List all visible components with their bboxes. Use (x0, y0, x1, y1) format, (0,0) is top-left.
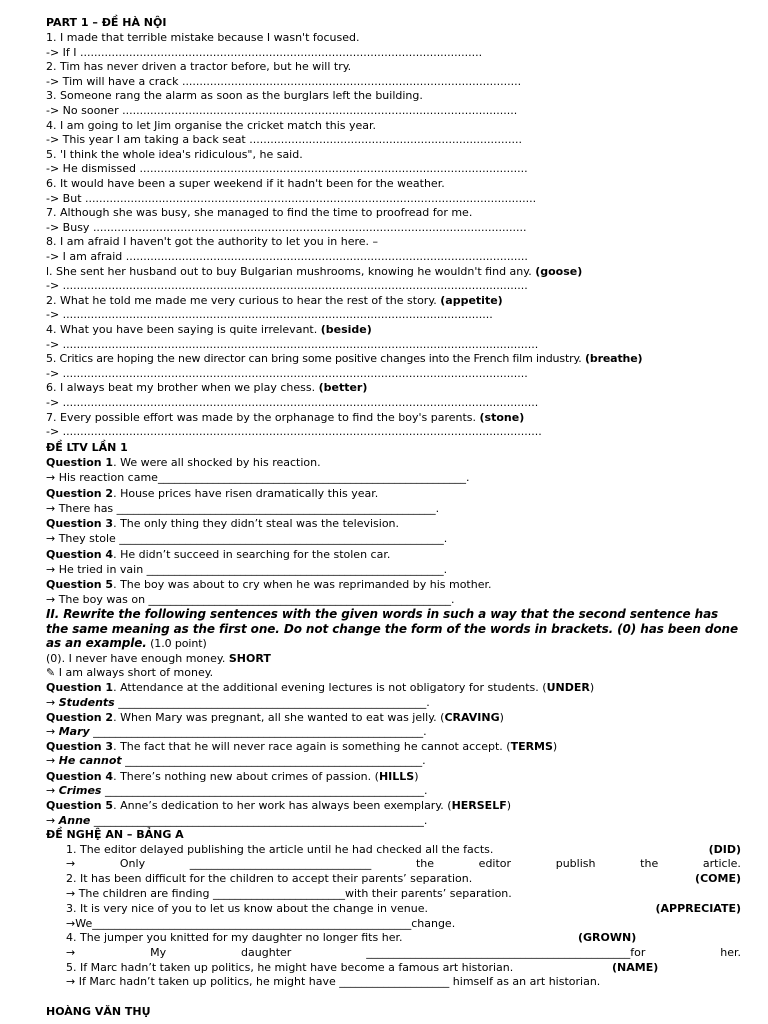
given-word: (APPRECIATE) (655, 902, 741, 915)
given-word: HERSELF (451, 799, 507, 812)
nghean-heading: ĐỀ NGHỆ AN – BẢNG A (46, 828, 184, 841)
question-text: . Attendance at the additional evening lectures is not obligatory for students. ( (113, 681, 547, 694)
item-text: 4. What you have been saying is quite irrelevant. (46, 323, 321, 336)
item-text: 7. Every possible effort was made by the orphanage to find the boy's parents. (46, 410, 480, 424)
answer-line (46, 696, 430, 711)
part1-item (46, 352, 642, 367)
arrow: → (46, 725, 59, 738)
arrow: → (46, 814, 59, 827)
part1-line: -> Busy ............................................................................................................................ (46, 220, 527, 234)
item-text: 5. Critics are hoping the new director can bring some positive changes into the French film industry. (46, 352, 585, 366)
arrow: → (66, 857, 76, 870)
answer-word: editor (478, 857, 512, 870)
footer-name: HOÀNG VĂN THỤ (46, 1005, 151, 1018)
answer-word: article. (702, 857, 741, 870)
given-word: HILLS (378, 770, 415, 783)
answer-start: Students (58, 696, 115, 709)
question-text: . When Mary was pregnant, all she wanted to eat was jelly. ( (113, 711, 445, 724)
answer-blank: __________________________________________________________. (101, 784, 428, 797)
part1-line: -> Tim will have a crack ................................................................................................. (46, 74, 522, 88)
question-text: . He didn’t succeed in searching for the stolen car. (113, 548, 391, 561)
part1-line: -> But ................................................................................................................................. (46, 191, 537, 205)
given-word: (beside) (320, 323, 372, 336)
part1-line: 8. I am afraid I haven't got the authority to let you in here. – (46, 235, 379, 249)
question-label: Question 3 (46, 517, 114, 530)
answer-line (46, 784, 427, 799)
part1-item (46, 294, 503, 309)
given-word: (NAME) (612, 961, 659, 974)
part1-line: -> This year I am taking a back seat .............................................................................. (46, 133, 522, 147)
section2-question (46, 770, 419, 785)
given-word: TERMS (510, 740, 553, 753)
question-text: 2. It has been difficult for the children to accept their parents’ separation. (66, 872, 473, 885)
ltv-question (46, 456, 321, 471)
answer-line: -> ......................................................................................................................................... (46, 425, 542, 439)
nghean-answer-3: →We__________________________________________________________change. (66, 917, 456, 930)
answer-line: -> ........................................................................................................................................ (46, 396, 539, 409)
item-text: 6. I always beat my brother when we play chess. (46, 381, 319, 395)
answer-line: → His reaction came________________________________________________________. (46, 471, 470, 484)
part1-line: 6. It would have been a super weekend if it hadn't been for the weather. (46, 177, 445, 190)
answer-word: her. (720, 946, 741, 959)
answer-start: Mary (58, 725, 90, 738)
question-label: Question 4 (46, 770, 114, 783)
nghean-question-1 (66, 843, 741, 858)
answer-word: daughter (241, 946, 292, 959)
nghean-answer-5: → If Marc hadn’t taken up politics, he might have ____________________ himself as an art historian. (66, 975, 601, 988)
nghean-question-2 (66, 872, 741, 887)
part1-line: 1. I made that terrible mistake because I wasn't focused. (46, 31, 360, 44)
answer-word: My (150, 946, 167, 959)
answer-line: -> ........................................................................................................................... (46, 308, 493, 322)
nghean-answer-4 (66, 946, 741, 961)
part1-line: -> No sooner ................................................................................................................. (46, 104, 518, 117)
arrow: → (46, 784, 59, 797)
part1-heading: PART 1 – ĐỀ HÀ NỘI (46, 16, 167, 29)
answer-blank: ________________________________________________________. (114, 696, 430, 709)
answer-line (46, 754, 426, 769)
question-text: . House prices have risen dramatically this year. (113, 487, 379, 500)
bracket: ) (589, 681, 595, 694)
part1-item (46, 265, 582, 280)
answer-line: -> ........................................................................................................................................ (46, 337, 539, 351)
ltv-question (46, 548, 390, 563)
part1-line: 7. Although she was busy, she managed to find the time to proofread for me. (46, 206, 473, 220)
question-label: Question 4 (46, 548, 114, 561)
section2-instruction (46, 607, 740, 652)
question-text: . Anne’s dedication to her work has always been exemplary. ( (113, 799, 452, 812)
question-label: Question 3 (46, 740, 114, 753)
given-word: (DID) (708, 843, 741, 856)
question-text: . The only thing they didn’t steal was the television. (113, 517, 400, 530)
answer-blank: ________________________________________________for (366, 946, 646, 959)
bracket: ) (499, 711, 504, 724)
question-label: Question 5 (46, 578, 114, 591)
given-word: CRAVING (444, 711, 500, 724)
section2-question (46, 799, 511, 814)
arrow: → (46, 754, 59, 767)
question-label: Question 1 (46, 456, 114, 469)
answer-line (46, 725, 427, 740)
part1-line: 5. 'I think the whole idea's ridiculous", he said. (46, 147, 303, 161)
answer-word: publish (555, 857, 596, 870)
part1-line: 3. Someone rang the alarm as soon as the burglars left the building. (46, 89, 423, 103)
item-text: l. She sent her husband out to buy Bulgarian mushrooms, knowing he wouldn't find any. (46, 264, 536, 278)
given-word: (better) (318, 381, 368, 395)
nghean-answer-2: → The children are finding ________________________with their parents’ separation. (66, 887, 512, 900)
points-text: (1.0 point) (146, 637, 207, 651)
bracket: ) (506, 799, 512, 812)
example-text: (0). I never have enough money. (46, 652, 229, 665)
ltv-question (46, 517, 399, 532)
answer-start: Crimes (58, 784, 102, 797)
nghean-question-3 (66, 902, 741, 917)
part1-line: -> He dismissed ............................................................................................................... (46, 162, 528, 176)
part1-line: 2. Tim has never driven a tractor before, but he will try. (46, 60, 352, 74)
question-label: Question 5 (46, 799, 114, 812)
answer-line: -> ..................................................................................................................................... (46, 366, 528, 380)
given-word: (stone) (479, 410, 525, 424)
answer-line: → There has __________________________________________________________. (46, 502, 440, 515)
section2-question (46, 681, 594, 696)
answer-word: the (640, 857, 659, 870)
section2-question (46, 740, 557, 755)
answer-line: → They stole ___________________________________________________________. (46, 532, 448, 545)
answer-line (46, 814, 427, 829)
question-text: 5. If Marc hadn’t taken up politics, he might have become a famous art historian. (66, 961, 514, 974)
nghean-question-4 (66, 931, 637, 946)
instruction-text: II. Rewrite the following sentences with the given words in such a way that the second sentence has the same meaning as the first one. Do not change the form of the words in brackets. (0) has been done as an example. (46, 607, 739, 651)
question-text: 4. The jumper you knitted for my daughter no longer fits her. (66, 931, 403, 944)
given-word: SHORT (228, 652, 271, 665)
part1-item (46, 323, 372, 338)
given-word: (GROWN) (578, 931, 637, 944)
given-word: (appetite) (440, 293, 503, 307)
question-text: . The fact that he will never race again is something he cannot accept. ( (113, 740, 511, 753)
given-word: (breathe) (584, 352, 643, 366)
question-text: . We were all shocked by his reaction. (113, 456, 321, 469)
question-text: . There’s nothing new about crimes of passion. ( (113, 770, 379, 783)
nghean-answer-1 (66, 857, 741, 872)
section2-question (46, 711, 504, 726)
answer-blank: _________________________________ (189, 857, 372, 870)
ltv-question (46, 487, 378, 502)
answer-line: → The boy was on _______________________________________________________. (46, 593, 455, 606)
part1-line: 4. I am going to let Jim organise the cricket match this year. (46, 118, 377, 132)
answer-word: the (415, 857, 434, 870)
item-text: 2. What he told me made me very curious to hear the rest of the story. (46, 293, 441, 307)
question-label: Question 2 (46, 711, 114, 724)
given-word: (goose) (535, 264, 583, 278)
question-label: Question 2 (46, 487, 114, 500)
nghean-question-5 (66, 961, 659, 976)
arrow: → (66, 946, 76, 959)
bracket: ) (552, 740, 558, 753)
answer-line: -> ..................................................................................................................................... (46, 279, 528, 293)
answer-line: → He tried in vain ______________________________________________________. (46, 563, 448, 576)
ltv-question (46, 578, 492, 593)
question-label: Question 1 (46, 681, 114, 694)
answer-blank: ____________________________________________________________. (90, 814, 428, 827)
question-text: 1. The editor delayed publishing the article until he had checked all the facts. (66, 843, 494, 856)
part1-item (46, 411, 524, 426)
answer-blank: ______________________________________________________. (121, 754, 426, 767)
given-word: UNDER (546, 681, 590, 694)
bracket: ) (414, 770, 419, 783)
answer-word: Only (119, 857, 146, 870)
answer-blank: ____________________________________________________________. (89, 725, 427, 738)
arrow: → (46, 696, 59, 709)
question-text: . The boy was about to cry when he was reprimanded by his mother. (113, 578, 492, 591)
example-question (46, 652, 271, 667)
example-answer: ✎ I am always short of money. (46, 666, 214, 679)
ltv-heading: ĐỀ LTV LẦN 1 (46, 441, 128, 454)
question-text: 3. It is very nice of you to let us know about the change in venue. (66, 902, 428, 915)
answer-start: He cannot (58, 754, 122, 767)
part1-line: -> I am afraid ................................................................................................................... (46, 250, 528, 263)
part1-line: -> If I ................................................................................................................... (46, 45, 483, 59)
given-word: (COME) (695, 872, 741, 885)
answer-start: Anne (58, 814, 91, 827)
part1-item (46, 381, 367, 396)
